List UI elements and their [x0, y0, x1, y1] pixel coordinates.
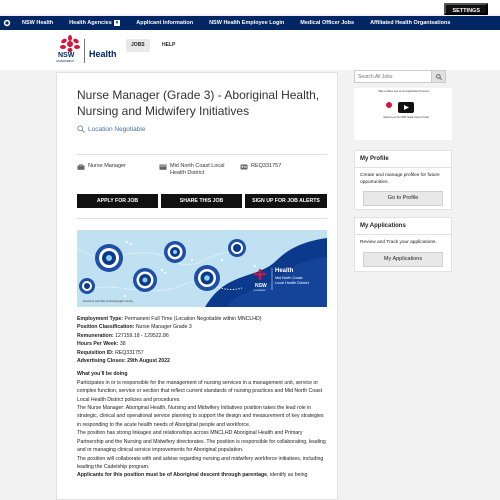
- banner-health-text: Health: [275, 268, 294, 274]
- top-nav: [0, 16, 500, 30]
- hours-row: [77, 340, 329, 348]
- job-district: [159, 163, 239, 177]
- job-requisition-label: REQ331757: [251, 163, 282, 169]
- logo-divider: [84, 39, 85, 63]
- classification-label: Position Classification:: [77, 324, 135, 331]
- paragraph: The Nurse Manager: Aboriginal Health, Nursing and Midwifery Initiatives position takes the lead role in strategic, clinical and operational service planning to support the design and measurement of key strategies in responding to the acute health needs of Aboriginal people and workforce.: [77, 405, 324, 428]
- logo-health-text: Health: [89, 49, 117, 59]
- search-icon: [77, 125, 85, 133]
- job-category: [77, 163, 126, 170]
- classification-row: [77, 323, 329, 331]
- video-tour[interactable]: [354, 88, 452, 140]
- job-search: [354, 70, 446, 83]
- divider: [77, 154, 327, 155]
- nav-item-employee-login[interactable]: NSW Health Employee Login: [209, 20, 285, 26]
- nav-item-affiliated-orgs[interactable]: Affiliated Health Organisations: [370, 20, 451, 26]
- chevron-down-icon: ▼: [114, 20, 120, 25]
- video-title: Welcome to the NSW Health Career Portal: [383, 116, 429, 119]
- logo-government-text: GOVERNMENT: [56, 60, 74, 63]
- hours-label: Hours Per Week:: [77, 341, 119, 348]
- waratah-icon: [0, 16, 14, 30]
- my-applications-button[interactable]: My Applications: [363, 252, 443, 267]
- district-banner: [77, 230, 327, 307]
- apply-for-job-button[interactable]: APPLY FOR JOB: [77, 194, 158, 208]
- job-detail-card: [56, 72, 338, 500]
- closing-date-text: Advertising Closes: 29th August 2022: [77, 358, 170, 365]
- job-category-label: Nurse Manager: [88, 163, 126, 169]
- nav-item-health-agencies[interactable]: [61, 16, 128, 30]
- logo-nsw-text: NSW: [58, 52, 75, 59]
- job-location[interactable]: [77, 125, 145, 133]
- my-profile-card: [354, 150, 452, 210]
- remuneration-row: [77, 332, 329, 340]
- id-card-icon: [240, 164, 248, 170]
- search-input[interactable]: [355, 71, 431, 82]
- waratah-logo-icon: [59, 35, 81, 53]
- my-applications-title: My Applications: [355, 218, 451, 235]
- share-job-button[interactable]: SHARE THIS JOB: [161, 194, 242, 208]
- remuneration-label: Remuneration:: [77, 332, 114, 339]
- section-heading: [77, 370, 329, 378]
- nsw-health-logo[interactable]: [56, 34, 126, 68]
- building-icon: [159, 164, 167, 170]
- search-icon: [436, 74, 442, 80]
- closing-date: [77, 357, 329, 365]
- tab-help[interactable]: HELP: [162, 42, 176, 48]
- video-caption: Take a Video tour of our Application Process: [378, 90, 429, 93]
- my-applications-card: [354, 217, 452, 272]
- my-applications-text: Review and Track your applications.: [360, 240, 437, 245]
- employment-type-label: Employment Type:: [77, 316, 124, 322]
- search-button[interactable]: [431, 71, 445, 82]
- hours-value: 38: [119, 341, 126, 348]
- my-profile-title: My Profile: [355, 151, 451, 168]
- tab-jobs[interactable]: JOBS: [126, 39, 150, 52]
- doing-heading: What you'll be doing: [77, 371, 128, 378]
- video-thumbnail: [381, 96, 431, 126]
- settings-button[interactable]: SETTINGS: [444, 3, 488, 15]
- job-description: [77, 315, 329, 480]
- banner-artwork-credit: Artwork by Lisa Hoss of Gumbaynggirr Country: [83, 300, 133, 303]
- employment-type-row: [77, 315, 329, 323]
- classification-value: Nurse Manager Grade 3: [135, 324, 192, 331]
- applicants-note: [77, 471, 329, 479]
- requisition-row: [77, 349, 329, 357]
- briefcase-icon: [77, 164, 85, 170]
- job-alerts-button[interactable]: SIGN UP FOR JOB ALERTS: [245, 194, 327, 208]
- job-location-label: Location Negotiable: [88, 125, 146, 133]
- employment-type-value: Permanent Full Time (Location Negotiable within MNCLHD): [124, 316, 262, 322]
- nav-item-medical-officer-jobs[interactable]: Medical Officer Jobs: [300, 20, 355, 26]
- divider: [77, 218, 327, 219]
- requisition-value: REQ331757: [115, 349, 144, 356]
- applicants-bold: Applicants for this position must be of Aboriginal descent through parentage: [77, 472, 268, 479]
- job-requisition: [240, 163, 281, 170]
- banner-district-line1: Mid North Coast: [275, 276, 303, 280]
- site-header: [0, 30, 500, 70]
- banner-nsw-text: NSW: [255, 283, 267, 289]
- paragraph: Participates in or is responsible for the management of nursing services in a management unit, service or complex function, service or section that reflect current standards of nursing practices and Mid North Coast Local Health District policies and procedures.: [77, 379, 323, 403]
- my-profile-text: Create and manage profiles for future opportunities.: [360, 173, 440, 185]
- job-title: Nurse Manager (Grade 3) - Aboriginal Health, Nursing and Midwifery Initiatives: [77, 88, 320, 118]
- nav-item-nsw-health[interactable]: NSW Health: [22, 20, 54, 26]
- remuneration-value: 127159.18 - 129522.86: [115, 332, 169, 339]
- banner-government-text: GOVERNMENT: [253, 290, 266, 292]
- paragraph: The position has strong linkages and relationships across MNCLHD Aboriginal Health and Primary Partnership and the Nursing and Midwifery directorates. The position is responsible for collaborating, leading and or managing clinical service improvements for Aboriginal population.: [77, 430, 326, 454]
- nav-item-applicant-information[interactable]: Applicant Information: [136, 20, 194, 26]
- nav-item-label: Health Agencies: [69, 20, 112, 26]
- requisition-label: Requisition ID:: [77, 349, 114, 356]
- job-district-label: Mid North Coast Local Health District: [170, 163, 225, 176]
- applicants-rest: , identify as being: [267, 472, 308, 479]
- paragraph: The position will collaborate with and advise regarding nursing and midwifery workforce initiatives, including leading the Cadetship program.: [77, 455, 324, 470]
- top-strip: [0, 0, 500, 14]
- banner-district-line2: Local Health District: [275, 281, 309, 285]
- go-to-profile-button[interactable]: Go to Profile: [363, 191, 443, 206]
